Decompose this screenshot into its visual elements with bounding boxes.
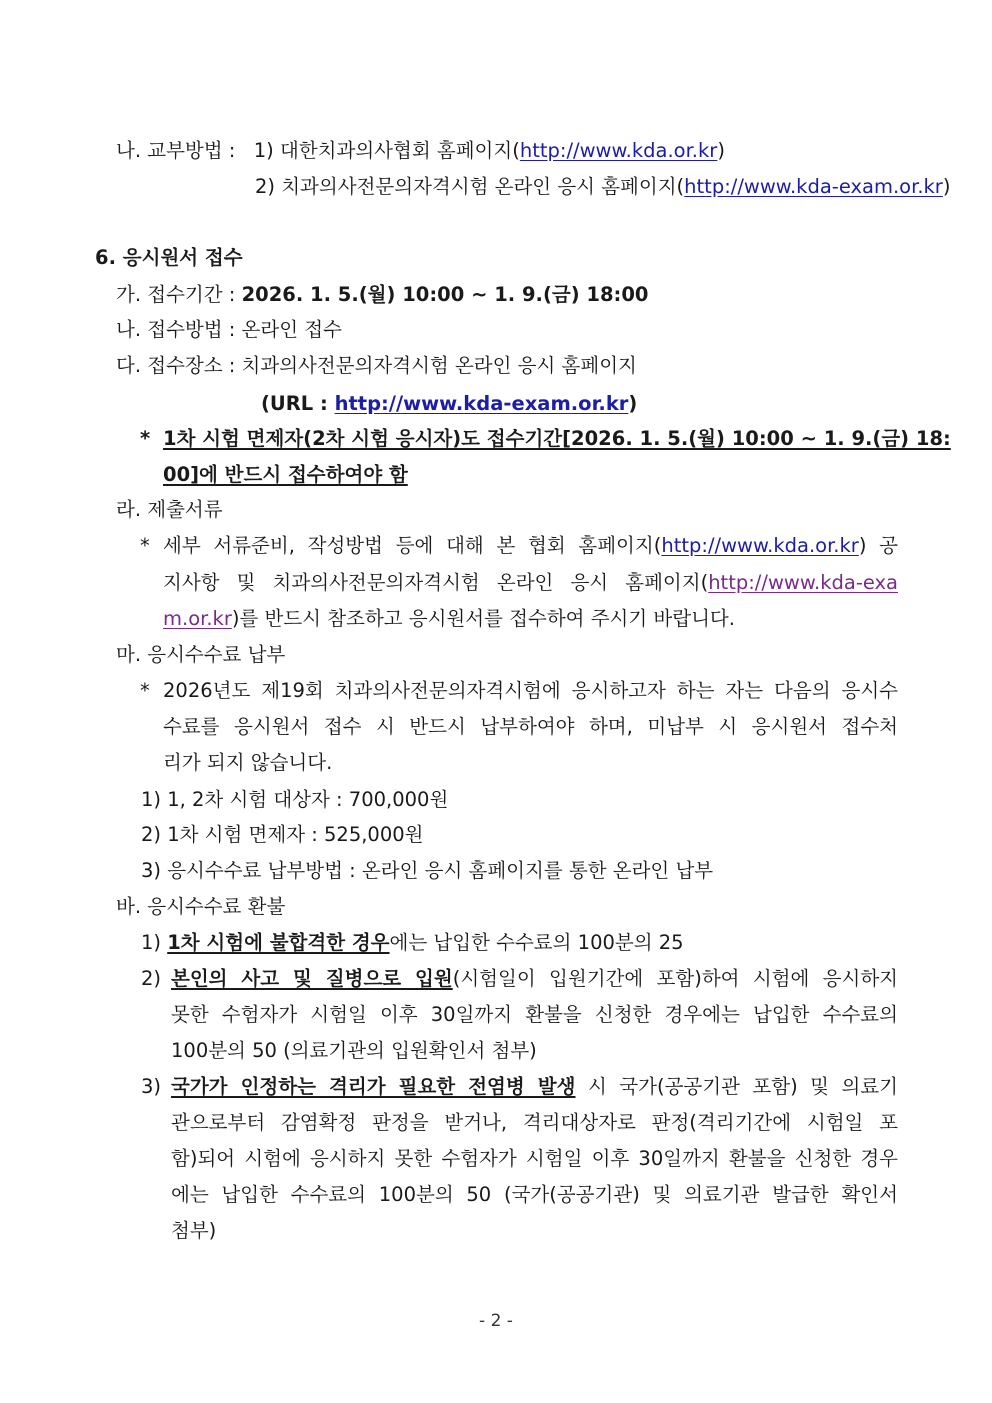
refund-item-3-line-2: 관으로부터 감염확정 판정을 받거나, 격리대상자로 판정(격리기간에 시험일 포	[171, 1111, 898, 1134]
delivery-label: 나. 교부방법 :	[116, 139, 236, 162]
delivery-item2-close: )	[942, 175, 951, 198]
kda-exam-homepage-link[interactable]: http://www.kda-exam.or.kr	[684, 175, 943, 198]
section-6-heading: 6. 응시원서 접수	[95, 246, 243, 269]
documents-line-2	[163, 570, 898, 596]
application-period-line	[116, 282, 648, 308]
kda-notice-link[interactable]: http://www.kda.or.kr	[661, 534, 859, 557]
delivery-item1-close: )	[717, 139, 725, 162]
refund-item-2-line-3: 100분의 50 (의료기관의 입원확인서 첨부)	[171, 1039, 537, 1062]
refund-item-2-line-2: 못한 수험자가 시험일 이후 30일까지 환불을 신청한 경우에는 납입한 수수료의	[171, 1003, 898, 1026]
page-number: - 2 -	[479, 1311, 513, 1331]
refund-item-3-text: 시 국가(공공기관 포함) 및 의료기	[575, 1075, 899, 1098]
refund-item-2-text: (시험일이 입원기간에 포함)하여 시험에 응시하지	[452, 967, 899, 990]
documents-line-2-text: 지사항 및 치과의사전문의자격시험 온라인 응시 홈페이지(	[163, 571, 709, 594]
refund-item-3-line-5: 첨부)	[171, 1219, 217, 1242]
fee-label: 마. 응시수수료 납부	[116, 643, 286, 666]
documents-label: 라. 제출서류	[116, 498, 223, 521]
application-period-label: 가. 접수기간 :	[116, 283, 236, 306]
documents-line-3-text: )를 반드시 참조하고 응시원서를 접수하여 주시기 바랍니다.	[231, 607, 735, 630]
fee-note-line-1: 2026년도 제19회 치과의사전문의자격시험에 응시하고자 하는 자는 다음의 응시수	[163, 679, 898, 702]
note-star: *	[140, 427, 151, 450]
refund-item-1-emphasis: 1차 시험에 불합격한 경우	[167, 931, 390, 954]
documents-line-1-tail: ) 공	[858, 534, 898, 557]
documents-line-1-text: 세부 서류준비, 작성방법 등에 대해 본 협회 홈페이지(	[163, 534, 662, 557]
refund-label: 바. 응시수수료 환불	[116, 895, 286, 918]
refund-item-3-line-3: 함)되어 시험에 응시하지 못한 수험자가 시험일 이후 30일까지 환불을 신청한 경우	[171, 1147, 898, 1170]
documents-line-1	[163, 533, 898, 559]
url-open: (URL :	[261, 392, 335, 415]
refund-item-3-line-4: 에는 납입한 수수료의 100분의 50 (국가(공공기관) 및 의료기관 발급한 확인서	[171, 1183, 898, 1206]
exemption-note-line-1: 1차 시험 면제자(2차 시험 응시자)도 접수기간[2026. 1. 5.(월) 10:00 ~ 1. 9.(금) 18:	[163, 427, 951, 450]
delivery-method-line-2	[255, 174, 950, 200]
refund-item-2-emphasis: 본인의 사고 및 질병으로 입원	[171, 967, 453, 990]
fee-item-1: 1) 1, 2차 시험 대상자 : 700,000원	[141, 788, 449, 811]
refund-item-1-num: 1)	[141, 931, 162, 954]
delivery-item2-text: 치과의사전문의자격시험 온라인 응시 홈페이지(	[281, 175, 685, 198]
refund-item-3-emphasis: 국가가 인정하는 격리가 필요한 전염병 발생	[171, 1075, 576, 1098]
refund-item-2-num: 2)	[141, 967, 162, 990]
refund-item-3-line-1	[171, 1074, 898, 1100]
refund-item-3-num: 3)	[141, 1075, 162, 1098]
exam-homepage-link-part2[interactable]: m.or.kr	[163, 607, 232, 630]
refund-item-2-line-1	[171, 966, 898, 992]
application-place-line: 다. 접수장소 : 치과의사전문의자격시험 온라인 응시 홈페이지	[116, 354, 637, 377]
fee-star: *	[140, 679, 150, 702]
fee-item-3: 3) 응시수수료 납부방법 : 온라인 응시 홈페이지를 통한 온라인 납부	[141, 859, 714, 882]
refund-item-1-text: 에는 납입한 수수료의 100분의 25	[389, 931, 684, 954]
kda-homepage-link[interactable]: http://www.kda.or.kr	[519, 139, 718, 162]
exam-homepage-link-part1[interactable]: http://www.kda-exa	[708, 571, 898, 594]
fee-item-2: 2) 1차 시험 면제자 : 525,000원	[141, 823, 424, 846]
url-close: )	[628, 392, 638, 415]
application-url-line	[261, 391, 637, 417]
refund-item-1	[141, 930, 684, 956]
application-period-value: 2026. 1. 5.(월) 10:00 ~ 1. 9.(금) 18:00	[241, 283, 649, 306]
delivery-item1-num: 1)	[253, 139, 274, 162]
exam-url-link[interactable]: http://www.kda-exam.or.kr	[334, 392, 629, 415]
documents-star: *	[140, 534, 150, 557]
fee-note-line-3: 리가 되지 않습니다.	[163, 751, 333, 774]
delivery-item1-text: 대한치과의사협회 홈페이지(	[279, 139, 520, 162]
exemption-note-line-2: 00]에 반드시 접수하여야 함	[163, 463, 408, 486]
fee-note-line-2: 수료를 응시원서 접수 시 반드시 납부하여야 하며, 미납부 시 응시원서 접수처	[163, 715, 898, 738]
application-method-line: 나. 접수방법 : 온라인 접수	[116, 318, 342, 341]
documents-line-3	[163, 606, 735, 632]
delivery-item2-num: 2)	[255, 175, 276, 198]
delivery-method-line-1	[116, 138, 725, 164]
